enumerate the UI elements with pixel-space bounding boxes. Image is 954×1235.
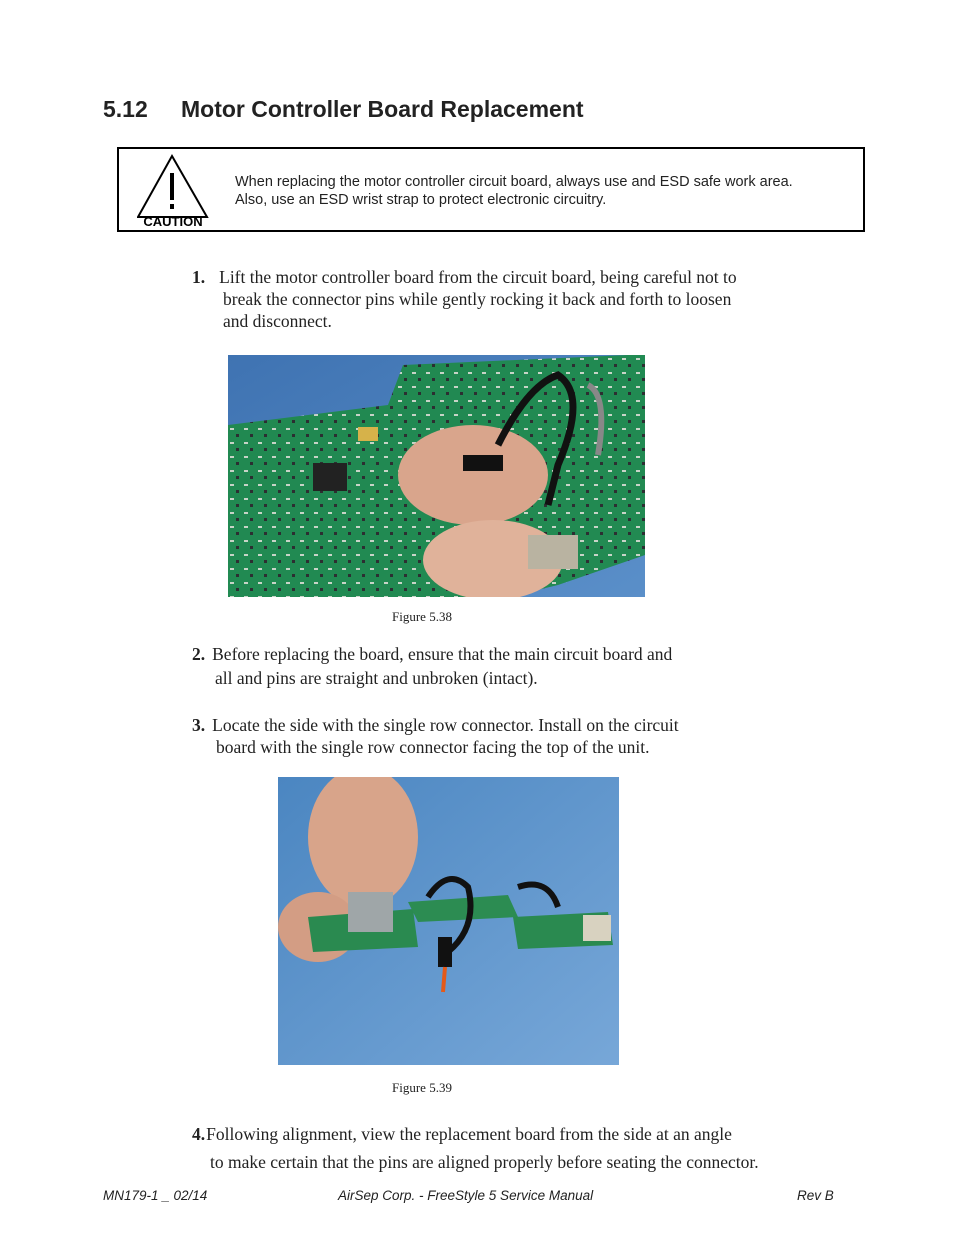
step-text: board with the single row connector facing the top of the unit. [216,737,650,757]
section-heading [103,96,584,123]
caution-text [235,173,793,209]
step-number: 1. [192,267,206,287]
step-3 [192,714,679,758]
step-text: and disconnect. [223,311,332,331]
caution-line-1: When replacing the motor controller circuit board, always use and ESD safe work area. [235,174,793,190]
footer-manual-title: AirSep Corp. - FreeStyle 5 Service Manual [338,1188,594,1203]
footer-doc-id: MN179-1 _ 02/14 [103,1188,208,1203]
figure-5-39-photo [278,777,619,1065]
step-text: Following alignment, view the replacement board from the side at an angle [206,1124,732,1144]
section-number: 5.12 [103,96,148,122]
step-2 [192,642,672,690]
figure-5-38-caption: Figure 5.38 [392,609,452,624]
caution-box [117,147,865,232]
step-number: 2. [192,644,206,664]
caution-label: CAUTION [143,214,203,229]
figure-5-38-photo [228,355,645,597]
caution-warning-icon [137,153,209,229]
caution-line-2: Also, use an ESD wrist strap to protect electronic circuitry. [235,192,607,208]
step-text: to make certain that the pins are aligned properly before seating the connector. [210,1152,759,1172]
step-1 [192,266,737,332]
step-number: 3. [192,715,206,735]
step-4 [192,1120,759,1176]
figure-5-39-caption: Figure 5.39 [392,1080,452,1095]
step-text: all and pins are straight and unbroken (intact). [215,668,538,688]
step-text: Before replacing the board, ensure that the main circuit board and [212,644,673,664]
step-text: break the connector pins while gently rocking it back and forth to loosen [223,289,732,309]
footer-revision: Rev B [797,1188,834,1203]
step-text: Lift the motor controller board from the circuit board, being careful not to [219,267,737,287]
step-number: 4. [192,1124,206,1144]
section-title: Motor Controller Board Replacement [181,96,584,122]
step-text: Locate the side with the single row connector. Install on the circuit [212,715,679,735]
